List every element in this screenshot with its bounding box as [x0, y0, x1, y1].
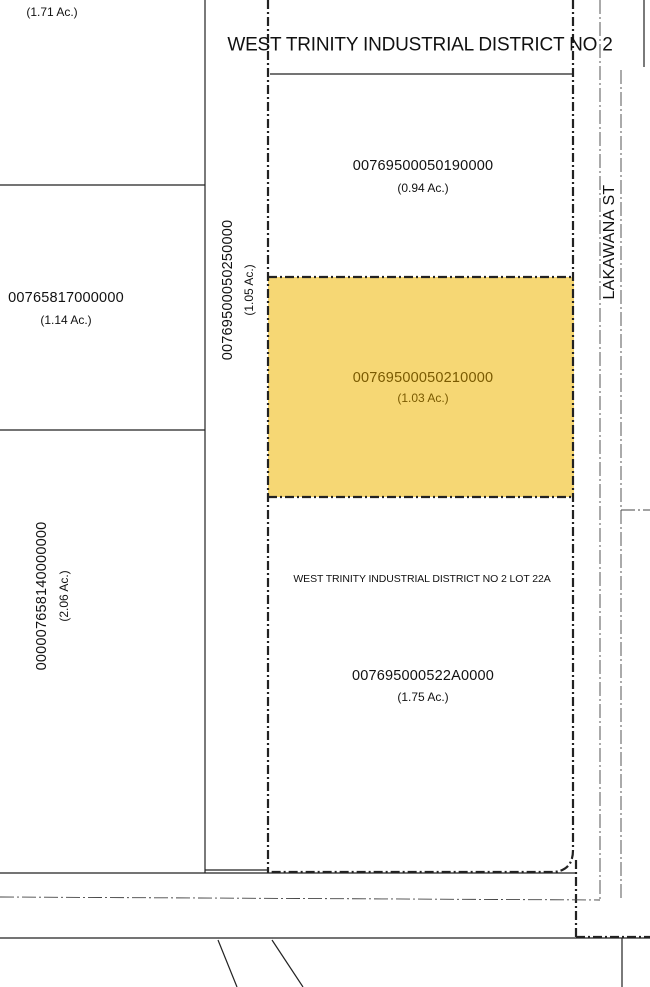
parcel-west-lower-id[interactable]: 000007658140000000 — [33, 521, 50, 671]
parcel-top-left-acreage: (1.71 Ac.) — [26, 5, 78, 19]
lot-note: WEST TRINITY INDUSTRIAL DISTRICT NO 2 LOT 22A — [293, 572, 551, 585]
parcel-west-middle-acreage: (1.14 Ac.) — [40, 313, 92, 327]
parcel-west-lower-acreage: (2.06 Ac.) — [57, 570, 71, 622]
parcel-selected-acreage: (1.03 Ac.) — [397, 391, 449, 405]
parcel-strip-acreage: (1.05 Ac.) — [242, 264, 256, 316]
parcel-north-id[interactable]: 00769500050190000 — [352, 157, 494, 174]
subdivision-title: WEST TRINITY INDUSTRIAL DISTRICT NO 2 — [227, 34, 613, 56]
diag-line-1 — [218, 940, 237, 987]
parcel-south-id[interactable]: 007695000522A0000 — [351, 667, 495, 684]
selected-parcel-fill[interactable] — [268, 277, 574, 497]
diag-line-2 — [272, 940, 303, 987]
parcel-south-acreage: (1.75 Ac.) — [397, 690, 449, 704]
parcel-selected-id[interactable]: 00769500050210000 — [352, 369, 494, 386]
parcel-strip-id[interactable]: 00769500050250000 — [219, 219, 236, 361]
road-centerline — [0, 897, 600, 900]
street-name-label: LAKAWANA ST — [601, 184, 618, 300]
parcel-north-acreage: (0.94 Ac.) — [397, 181, 449, 195]
parcel-west-middle-id[interactable]: 00765817000000 — [8, 289, 124, 306]
